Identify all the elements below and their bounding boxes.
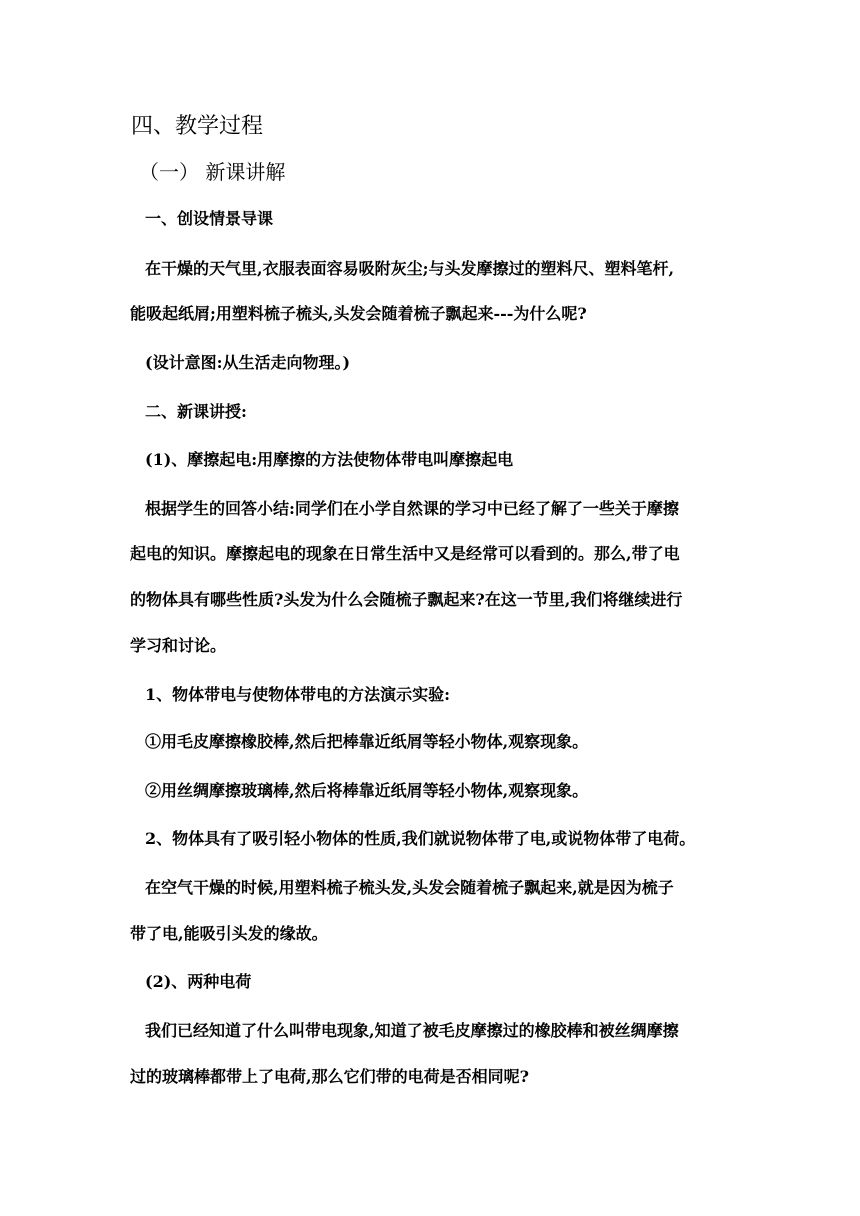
paragraph-line: 在干燥的天气里,衣服表面容易吸附灰尘;与头发摩擦过的塑料尺、塑料笔杆, xyxy=(145,259,675,278)
experiment-step-1: ①用毛皮摩擦橡胶棒,然后把棒靠近纸屑等轻小物体,观察现象。 xyxy=(145,732,589,751)
paragraph-line: 能吸起纸屑;用塑料梳子梳头,头发会随着梳子飘起来---为什么呢? xyxy=(130,304,587,323)
paragraph-line: 起电的知识。摩擦起电的现象在日常生活中又是经常可以看到的。那么,带了电 xyxy=(130,544,680,563)
heading-create-scenario: 一、创设情景导课 xyxy=(145,209,274,228)
heading-friction-electrification: (1)、摩擦起电:用摩擦的方法使物体带电叫摩擦起电 xyxy=(145,450,514,469)
paragraph-line: 根据学生的回答小结:同学们在小学自然课的学习中已经了解了一些关于摩擦 xyxy=(145,499,679,518)
section-title: 四、教学过程 xyxy=(131,114,264,139)
paragraph-line: 学习和讨论。 xyxy=(130,636,227,655)
heading-new-lesson: 二、新课讲授: xyxy=(145,402,247,421)
paragraph-line: 在空气干燥的时候,用塑料梳子梳头发,头发会随着梳子飘起来,就是因为梳子 xyxy=(145,878,674,897)
paragraph-line: 过的玻璃棒都带上了电荷,那么它们带的电荷是否相同呢? xyxy=(130,1067,529,1086)
heading-two-charges: (2)、两种电荷 xyxy=(145,972,252,991)
paragraph-line: 我们已经知道了什么叫带电现象,知道了被毛皮摩擦过的橡胶棒和被丝绸摩擦 xyxy=(145,1021,679,1040)
paragraph-line: 的物体具有哪些性质?头发为什么会随梳子飘起来?在这一节里,我们将继续进行 xyxy=(130,590,683,609)
experiment-step-2: ②用丝绸摩擦玻璃棒,然后将棒靠近纸屑等轻小物体,观察现象。 xyxy=(145,781,589,800)
heading-demo-experiment: 1、物体带电与使物体带电的方法演示实验: xyxy=(145,685,451,704)
paragraph-line: 带了电,能吸引头发的缘故。 xyxy=(130,924,328,943)
subsection-title: （一） 新课讲解 xyxy=(139,160,286,184)
heading-charged-property: 2、物体具有了吸引轻小物体的性质,我们就说物体带了电,或说物体带了电荷。 xyxy=(145,829,696,848)
design-intent-note: (设计意图:从生活走向物理。) xyxy=(145,353,351,372)
